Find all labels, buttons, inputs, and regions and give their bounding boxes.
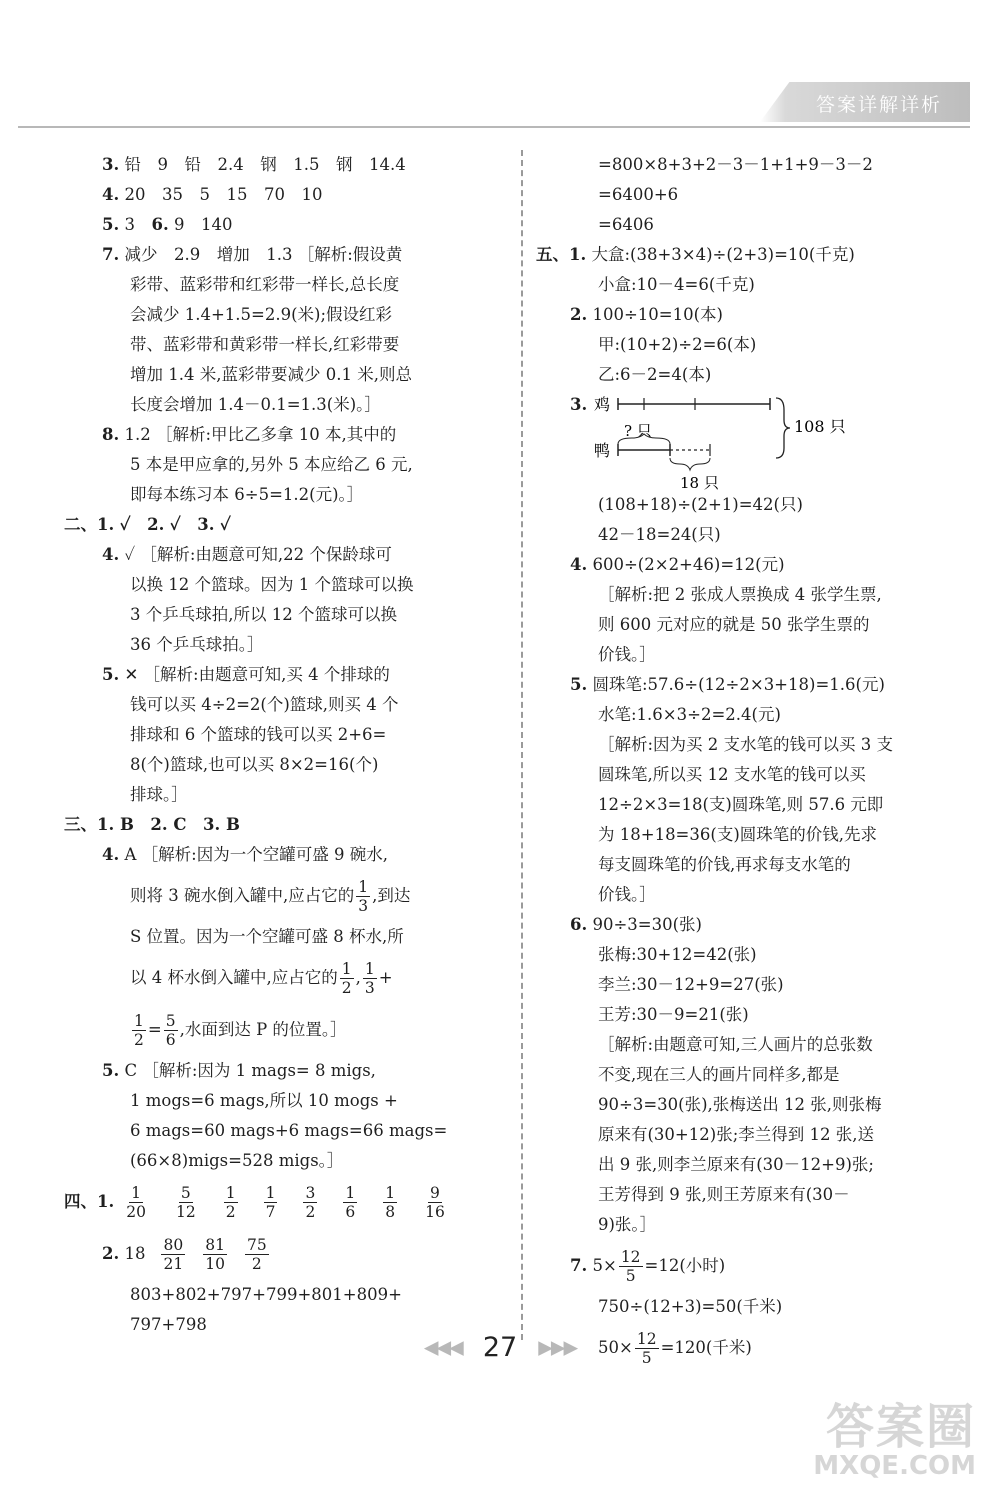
answer-2-5: 5. ✕ ［解析:由题意可知,买 4 个排球的 <box>102 665 390 684</box>
section-4-q2-line: 797+798 <box>130 1315 207 1334</box>
fraction: $\frac{9}{16}$ <box>425 1183 445 1221</box>
answer-7-line: 长度会增加 1.4－0.1=1.3(米)。］ <box>130 395 381 414</box>
answer-7-line: 会减少 1.4+1.5=2.9(米);假设红彩 <box>130 305 393 324</box>
fraction: $\frac{81}{10}$ <box>205 1235 225 1273</box>
fraction: $\frac{1}{8}$ <box>385 1183 396 1221</box>
answer-5-5-line: 12÷2×3=18(支)圆珠笔,则 57.6 元即 <box>598 795 884 814</box>
left-column <box>64 150 502 1340</box>
unknown-label: ? 只 <box>624 422 652 440</box>
answer-8-line: 5 本是甲应拿的,另外 5 本应给乙 6 元, <box>130 455 413 474</box>
answer-2-5-line: 8(个)篮球,也可以买 8×2=16(个) <box>130 755 379 774</box>
fraction: $\frac{1}{3}$ <box>358 877 369 915</box>
fraction-list <box>122 1184 449 1221</box>
answer-5-3-line: 42－18=24(只) <box>598 525 721 544</box>
answer-3-5-line: (66×8)migs=528 migs。］ <box>130 1151 344 1170</box>
fraction-list <box>159 1236 270 1273</box>
fraction: $\frac{1}{3}$ <box>364 959 375 997</box>
answer-5-1: 五、1. 大盒:(38+3×4)÷(2+3)=10(千克) <box>536 245 855 264</box>
answer-5-1-line: 小盒:10－4=6(千克) <box>598 275 755 294</box>
chicken-label: 鸡 <box>594 395 611 414</box>
answer-5-6-line: 王芳:30－9=21(张) <box>598 1005 749 1024</box>
answer-5-6-line: ［解析:由题意可知,三人画片的总张数 <box>598 1035 873 1054</box>
answer-5-5-line: 为 18+18=36(支)圆珠笔的价钱,先求 <box>598 825 878 844</box>
answer-4: 4. 20 35 5 15 70 10 <box>102 185 323 204</box>
answer-3-5: 5. C ［解析:因为 1 mags= 8 migs, <box>102 1061 376 1080</box>
answer-2-4-line: 3 个乒乓球拍,所以 12 个篮球可以换 <box>130 605 397 624</box>
answer-7-line: 带、蓝彩带和黄彩带一样长,红彩带要 <box>130 335 400 354</box>
answer-5-5-line: 水笔:1.6×3÷2=2.4(元) <box>598 705 781 724</box>
answer-5-7-line: 50× $\frac{12}{5}$ =120(千米) <box>598 1329 752 1367</box>
fraction: $\frac{1}{7}$ <box>265 1183 276 1221</box>
answer-5-5-line: 圆珠笔,所以买 12 支水笔的钱可以买 <box>598 765 866 784</box>
answer-2-4-line: 36 个乒乓球拍。］ <box>130 635 264 654</box>
answer-5-6-line: 不变,现在三人的画片同样多,都是 <box>598 1065 840 1084</box>
left-arrows-icon: ◀◀◀ <box>423 1336 462 1359</box>
answer-5-6-line: 原来有(30+12)张;李兰得到 12 张,送 <box>598 1125 874 1144</box>
answer-2-4-line: 以换 12 个篮球。因为 1 个篮球可以换 <box>130 575 414 594</box>
difference-label: 18 只 <box>680 474 719 490</box>
answer-5-6-line: 张梅:30+12=42(张) <box>598 945 757 964</box>
fraction: $\frac{1}{2}$ <box>134 1011 144 1049</box>
fraction: $\frac{80}{21}$ <box>163 1235 184 1273</box>
answer-5-6-line: 王芳得到 9 张,则王芳原来有(30－ <box>598 1185 850 1204</box>
right-arrows-icon: ▶▶▶ <box>538 1336 577 1359</box>
answer-5-2-line: 甲:(10+2)÷2=6(本) <box>598 335 757 354</box>
answer-5-5-line: 价钱。］ <box>598 885 656 904</box>
answer-7-line: 彩带、蓝彩带和红彩带一样长,总长度 <box>130 275 400 294</box>
fraction: $\frac{1}{6}$ <box>345 1183 356 1221</box>
fraction: $\frac{1}{2}$ <box>225 1183 236 1221</box>
duck-label: 鸭 <box>594 441 611 460</box>
answer-5-4-line: 价钱。］ <box>598 645 656 664</box>
answer-8-line: 即每本练习本 6÷5=1.2(元)。］ <box>130 485 364 504</box>
answer-5-6-line: 90÷3=30(张),张梅送出 12 张,则张梅 <box>598 1095 882 1114</box>
fraction: $\frac{5}{12}$ <box>175 1183 196 1221</box>
fraction: $\frac{5}{6}$ <box>165 1011 176 1049</box>
answer-5-4: 4. 600÷(2×2+46)=12(元) <box>570 555 785 574</box>
answer-3-5-line: 6 mags=60 mags+6 mags=66 mags= <box>130 1121 448 1140</box>
answer-5-5-line: 每支圆珠笔的价钱,再求每支水笔的 <box>598 855 851 874</box>
watermark: 答案圈 MXQE.COM <box>813 1399 976 1481</box>
page-number: 27 <box>482 1332 518 1363</box>
answer-3-4-line: $\frac{1}{2}$ = $\frac{5}{6}$ ,水面到达 P 的位置。］ <box>134 1011 347 1049</box>
answer-7: 7. 减少 2.9 增加 1.3 ［解析:假设黄 <box>102 245 403 264</box>
section-4-q1: 四、 1. $\frac{1}{20}$ $\frac{5}{12}$ $\frac{1}{2}$ $\frac{1}{7}$ $\frac{3}{2}$ $\frac{1}{6}$ $\frac{1}{8}$ $\frac{9}{16}$ <box>64 1176 502 1228</box>
answer-3-4: 4. A ［解析:因为一个空罐可盛 9 碗水, <box>102 845 388 864</box>
fraction: $\frac{1}{20}$ <box>126 1183 146 1221</box>
answer-5-6-line: 出 9 张,则李兰原来有(30－12+9)张; <box>598 1155 874 1174</box>
answer-5-5: 5. 圆珠笔:57.6÷(12÷2×3+18)=1.6(元) <box>570 675 885 694</box>
answer-8: 8. 1.2 ［解析:甲比乙多拿 10 本,其中的 <box>102 425 397 444</box>
answer-2-4: 4. ✓ ［解析:由题意可知,22 个保龄球可 <box>102 545 392 564</box>
answer-5-2: 2. 100÷10=10(本) <box>570 305 723 324</box>
continued-line: =6406 <box>598 215 654 234</box>
answer-2-5-line: 排球和 6 个篮球的钱可以买 2+6= <box>130 725 387 744</box>
section-3-heading: 三、1. B 2. C 3. B <box>64 815 240 834</box>
continued-line: =6400+6 <box>598 185 679 204</box>
page-footer <box>0 1332 1000 1363</box>
answer-5-6: 5. 3 6. 9 140 <box>102 215 233 234</box>
answer-3-4-line: 以 4 杯水倒入罐中,应占它的 $\frac{1}{2}$ , $\frac{1}{3}$ + <box>130 959 393 997</box>
segment-diagram-svg <box>590 390 910 490</box>
answer-5-2-line: 乙:6－2=4(本) <box>598 365 712 384</box>
answer-5-7: 7. 5× $\frac{12}{5}$ =12(小时) <box>570 1247 726 1285</box>
fraction: $\frac{3}{2}$ <box>305 1183 316 1221</box>
answer-2-5-line: 钱可以买 4÷2=2(个)篮球,则买 4 个 <box>130 695 399 714</box>
answer-5-6-line: 李兰:30－12+9=27(张) <box>598 975 784 994</box>
fraction: $\frac{1}{2}$ <box>341 959 352 997</box>
answer-5-7-line: 750÷(12+3)=50(千米) <box>598 1297 783 1316</box>
answer-3-4-line: S 位置。因为一个空罐可盛 8 杯水,所 <box>130 927 404 946</box>
total-label: 108 只 <box>794 417 846 436</box>
answer-5-5-line: ［解析:因为买 2 支水笔的钱可以买 3 支 <box>598 735 894 754</box>
answer-5-3-line: (108+18)÷(2+1)=42(只) <box>598 495 803 514</box>
answer-5-6-line: 9)张。］ <box>598 1215 657 1234</box>
fraction: $\frac{75}{2}$ <box>246 1235 267 1273</box>
section-2-heading: 二、1. ✓ 2. ✓ 3. ✓ <box>64 515 231 534</box>
answer-3-4-line: 则将 3 碗水倒入罐中,应占它的 $\frac{1}{3}$ ,到达 <box>130 877 411 915</box>
answer-5-4-line: 则 600 元对应的就是 50 张学生票的 <box>598 615 870 634</box>
answer-2-5-line: 排球。］ <box>130 785 188 804</box>
answer-3: 3. 铅 9 铅 2.4 钢 1.5 钢 14.4 <box>102 155 406 174</box>
answer-7-line: 增加 1.4 米,蓝彩带要减少 0.1 米,则总 <box>130 365 412 384</box>
answer-5-6: 6. 90÷3=30(张) <box>570 915 702 934</box>
fraction: $\frac{12}{5}$ <box>620 1247 641 1285</box>
header-rule <box>18 126 970 128</box>
answer-3-5-line: 1 mogs=6 mags,所以 10 mogs + <box>130 1091 398 1110</box>
section-4-q2-line: 803+802+797+799+801+809+ <box>130 1285 402 1304</box>
header-title: 答案详解详析 <box>815 94 942 116</box>
line-segment-diagram: 3. 鸡 ? 只 鸭 18 只 108 只 <box>570 390 945 490</box>
section-4-q2: 2. 18 $\frac{80}{21}$ $\frac{81}{10}$ $\frac{75}{2}$ <box>102 1228 502 1280</box>
answer-5-4-line: ［解析:把 2 张成人票换成 4 张学生票, <box>598 585 882 604</box>
right-column <box>536 150 945 1374</box>
column-divider <box>521 150 523 1340</box>
continued-line: =800×8+3+2－3－1+1+9－3－2 <box>598 155 873 174</box>
fraction: $\frac{12}{5}$ <box>636 1329 657 1367</box>
